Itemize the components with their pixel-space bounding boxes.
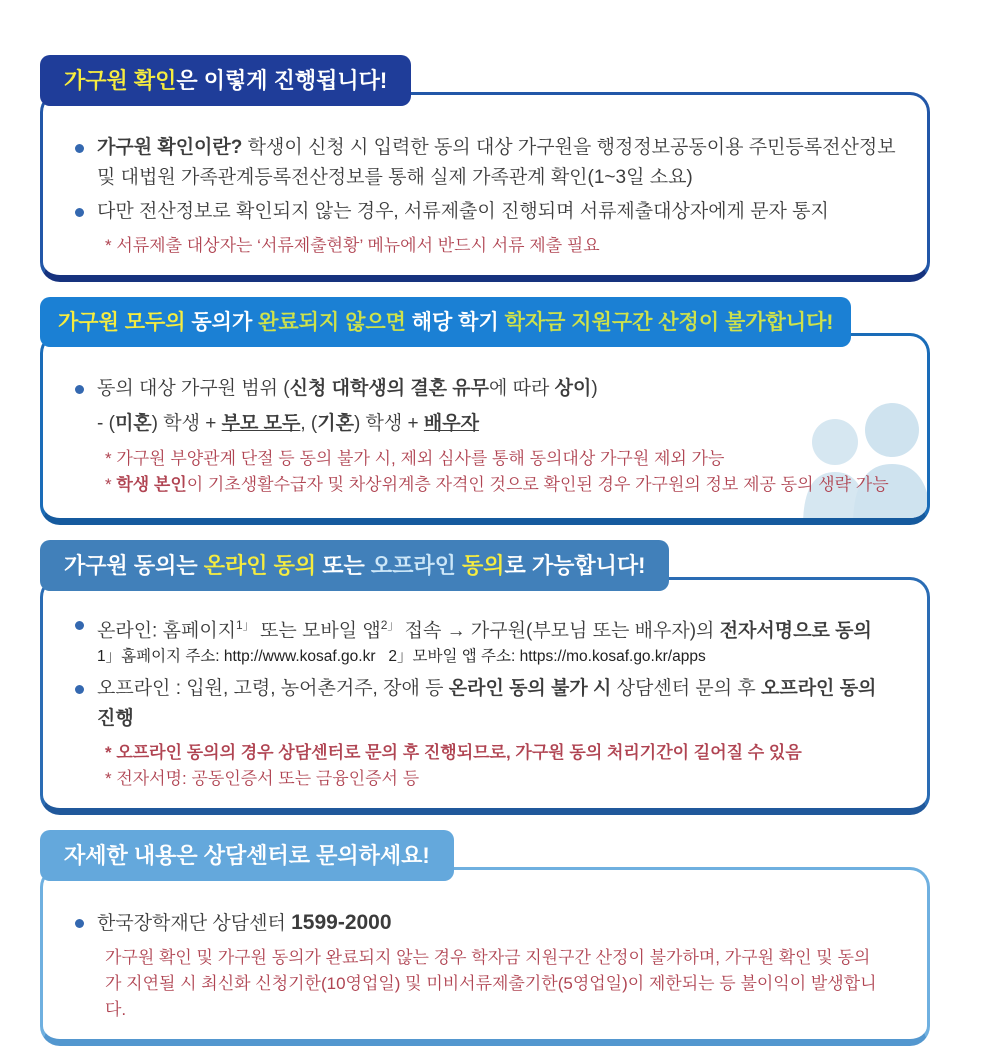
section2-note-1: * 가구원 부양관계 단절 등 동의 불가 시, 제외 심사를 통해 동의대상 가구원 제외 가능 bbox=[105, 449, 725, 468]
section3-content-box bbox=[40, 577, 930, 815]
section2-note2-pre: * bbox=[105, 475, 117, 494]
section2-tab-seg4: 해당 학기 bbox=[411, 311, 505, 334]
section3-tab-seg3: 또는 bbox=[316, 553, 371, 578]
section2-tab-seg5: 학자금 지원구간 산정이 불가합니다! bbox=[504, 311, 834, 334]
section2-content-box bbox=[40, 333, 930, 525]
section-consent-required bbox=[40, 297, 930, 525]
section4-phone-number: 1599-2000 bbox=[291, 911, 392, 935]
section-contact-center bbox=[40, 830, 930, 1046]
section2-line2-bold2: 기혼 bbox=[317, 413, 354, 434]
section3-bullet1-mid2: 접속 → 가구원(부모님 또는 배우자)의 bbox=[399, 620, 720, 642]
section3-bullet2-bold2: 오프라인 동의 진행 bbox=[97, 678, 877, 730]
section3-bullet-2 bbox=[73, 674, 897, 734]
section4-content-box bbox=[40, 867, 930, 1046]
bullet-icon bbox=[75, 208, 84, 217]
section2-header-tab bbox=[40, 297, 851, 347]
section3-header-tab bbox=[40, 540, 669, 591]
section3-bullet2-pre: 오프라인 : 입원, 고령, 농어촌거주, 장애 등 bbox=[97, 678, 449, 700]
section1-content-box bbox=[40, 92, 930, 282]
section2-bullet-1 bbox=[73, 374, 897, 404]
section2-tab-seg3: 완료되지 않으면 bbox=[258, 311, 412, 334]
section3-bullet2-mid: 상담센터 문의 후 bbox=[611, 678, 761, 700]
section1-bullet-2 bbox=[73, 197, 897, 227]
section3-bullet1-mid1: 또는 모바일 앱 bbox=[254, 620, 381, 642]
section1-bullet2-text: 다만 전산정보로 확인되지 않는 경우, 서류제출이 진행되며 서류제출대상자에게 문자 통지 bbox=[97, 201, 829, 222]
section4-contact-label: 한국장학재단 상담센터 bbox=[97, 913, 292, 935]
section4-warning-note: 가구원 확인 및 가구원 동의가 완료되지 않는 경우 학자금 지원구간 산정이 불가하며, 가구원 확인 및 동의가 지연될 시 최신화 신청기한(10영업일) 및 미비서류제출기한(5영업일)이 제한되는 등 불이익이 발생합니다. bbox=[105, 948, 877, 1020]
section2-range-line bbox=[97, 408, 897, 440]
section1-bullet1-rest: 학생이 신청 시 입력한 동의 대상 가구원을 행정정보공동이용 주민등록전산정보 및 대법원 가족관계등록전산정보를 통해 실제 가족관계 확인(1~3일 소요) bbox=[97, 137, 896, 188]
section4-bullet-1 bbox=[73, 908, 897, 939]
section2-tab-seg1: 가구원 모두의 bbox=[58, 311, 192, 334]
section2-line2-underline2: 배우자 bbox=[423, 413, 479, 434]
bullet-icon bbox=[75, 919, 84, 928]
section3-note-1: * 오프라인 동의의 경우 상담센터로 문의 후 진행되므로, 가구원 동의 처리기간이 길어질 수 있음 bbox=[105, 743, 802, 763]
section3-url-line: 1」홈페이지 주소: http://www.kosaf.go.kr 2」모바일 앱 주소: https://mo.kosaf.go.kr/apps bbox=[97, 648, 706, 666]
section2-tab-seg2: 동의가 bbox=[191, 311, 259, 334]
section2-line2-mid1: ) 학생 + bbox=[151, 413, 222, 434]
section2-line2-mid2: , ( bbox=[300, 413, 318, 434]
section2-bullet1-bold2: 상이 bbox=[554, 378, 592, 399]
section4-bullet1-text bbox=[97, 908, 392, 939]
section4-header-tab bbox=[40, 830, 454, 881]
section1-bullet1-text bbox=[97, 133, 897, 193]
section2-line2-underline1: 부모 모두 bbox=[221, 413, 301, 434]
section2-line2-pre: - ( bbox=[97, 413, 115, 434]
section3-bullet1-text bbox=[97, 610, 872, 668]
section3-footnote-marker-1: 1」 bbox=[236, 618, 255, 632]
section3-tab-seg1: 가구원 동의는 bbox=[64, 553, 204, 578]
section3-bullet2-bold1: 온라인 동의 불가 시 bbox=[448, 678, 612, 700]
section3-tab-seg4: 오프라인 bbox=[370, 553, 456, 578]
section4-tab-text: 자세한 내용은 상담센터로 문의하세요! bbox=[64, 843, 430, 869]
bullet-icon bbox=[75, 621, 84, 630]
section2-note-2 bbox=[105, 472, 897, 498]
section1-tab-rest: 은 이렇게 진행됩니다! bbox=[176, 68, 388, 93]
section1-note: * 서류제출 대상자는 ‘서류제출현황’ 메뉴에서 반드시 서류 제출 필요 bbox=[105, 236, 600, 255]
section2-bullet1-post: ) bbox=[591, 378, 598, 399]
section2-bullet1-mid: 에 따라 bbox=[489, 378, 555, 399]
section1-bullet-1 bbox=[73, 133, 897, 193]
bullet-icon bbox=[75, 385, 84, 394]
section1-tab-highlight: 가구원 확인 bbox=[64, 68, 177, 93]
section3-bullet1-bold: 전자서명으로 동의 bbox=[719, 620, 872, 642]
section3-footnote-marker-2: 2」 bbox=[380, 618, 400, 632]
section3-bullet1-pre: 온라인: 홈페이지 bbox=[97, 620, 237, 642]
section3-bullet2-text bbox=[97, 674, 897, 734]
section2-bullet1-pre: 동의 대상 가구원 범위 ( bbox=[97, 378, 290, 399]
section3-tab-seg5: 동의 bbox=[455, 553, 505, 578]
section2-note2-bold: 학생 본인 bbox=[116, 475, 187, 494]
section1-bullet1-bold: 가구원 확인이란? bbox=[97, 137, 243, 158]
section-consent-methods bbox=[40, 540, 930, 815]
section3-tab-seg6: 로 가능합니다! bbox=[504, 553, 646, 578]
section2-line2-bold1: 미혼 bbox=[114, 413, 152, 434]
section-household-verification bbox=[40, 55, 930, 282]
section2-note2-rest: 이 기초생활수급자 및 차상위계층 자격인 것으로 확인된 경우 가구원의 정보 제공 동의 생략 가능 bbox=[186, 475, 889, 494]
section3-note-2: * 전자서명: 공동인증서 또는 금융인증서 등 bbox=[105, 769, 420, 789]
bullet-icon bbox=[75, 685, 84, 694]
section2-bullet1-bold1: 신청 대학생의 결혼 유무 bbox=[289, 378, 490, 399]
section2-line2-mid3: ) 학생 + bbox=[353, 413, 424, 434]
section2-bullet1-text bbox=[97, 374, 598, 404]
bullet-icon bbox=[75, 144, 84, 153]
section3-tab-seg2: 온라인 동의 bbox=[203, 553, 317, 578]
section3-bullet-1 bbox=[73, 610, 897, 668]
section1-header-tab bbox=[40, 55, 411, 106]
